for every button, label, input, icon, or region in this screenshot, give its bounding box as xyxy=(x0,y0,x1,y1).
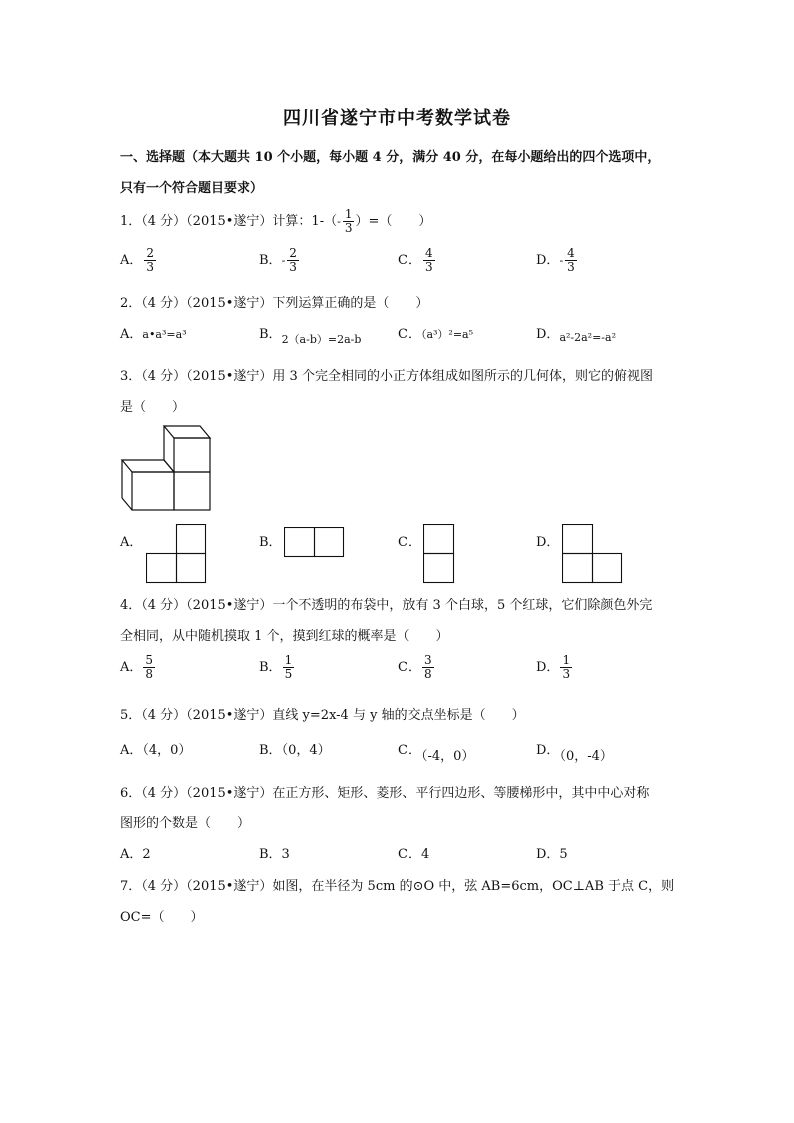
option-fraction xyxy=(423,247,435,274)
q2-option-c[interactable] xyxy=(398,323,473,342)
frac-num: 2 xyxy=(146,246,155,260)
option-fraction xyxy=(143,654,155,681)
q1-frac-num: 1 xyxy=(344,207,353,221)
option-fraction xyxy=(287,247,299,274)
q2-option-a[interactable] xyxy=(120,323,187,342)
q1-option-a[interactable] xyxy=(120,247,157,274)
option-text: （4，0） xyxy=(142,743,192,758)
frac-num: 5 xyxy=(145,653,154,667)
option-text: a²-2a²=-a² xyxy=(559,331,616,344)
option-label: C． xyxy=(398,253,421,268)
frac-den: 8 xyxy=(145,667,154,681)
option-fraction xyxy=(422,654,434,681)
q3-option-a-label[interactable]: A． xyxy=(120,535,143,550)
question-7-stem-line2: OC=（ ） xyxy=(120,910,204,925)
q3-option-b-label[interactable]: B． xyxy=(259,535,282,550)
q3-option-b-figure xyxy=(284,527,346,559)
question-4-stem-line2: 全相同，从中随机摸取 1 个，摸到红球的概率是（ ） xyxy=(120,629,449,644)
q4-option-d[interactable] xyxy=(536,654,573,681)
question-3-stem-line1: 3．（4 分）（2015•遂宁）用 3 个完全相同的小正方体组成如图所示的几何体，则它的俯视图 xyxy=(120,369,653,384)
option-text: （0，4） xyxy=(281,743,331,758)
option-label: D． xyxy=(536,743,560,758)
q3-cube-figure xyxy=(118,424,214,514)
question-3-stem-line2: 是（ ） xyxy=(120,400,186,415)
option-label: B． xyxy=(259,743,282,758)
question-1-stem xyxy=(120,208,431,235)
q6-option-a[interactable]: A．2 xyxy=(120,847,151,862)
option-text: 2（a-b）=2a-b xyxy=(281,333,362,346)
q1-stem-fraction xyxy=(343,208,355,235)
q6-option-b[interactable]: B．3 xyxy=(259,847,290,862)
option-fraction xyxy=(565,247,577,274)
option-label: D． xyxy=(536,327,560,342)
option-label: D． xyxy=(536,660,560,675)
q5-option-b[interactable] xyxy=(259,739,331,758)
q1-stem-neg: - xyxy=(337,215,341,228)
option-text: （0，-4） xyxy=(559,749,613,764)
q2-option-d[interactable] xyxy=(536,323,616,342)
section-header-line2: 只有一个符合题目要求） xyxy=(120,181,264,196)
q4-option-b[interactable] xyxy=(259,654,295,681)
q1-option-b[interactable] xyxy=(259,247,300,274)
question-2-stem: 2．（4 分）（2015•遂宁）下列运算正确的是（ ） xyxy=(120,296,429,311)
q5-option-c[interactable] xyxy=(398,739,475,764)
q6-option-d[interactable]: D．5 xyxy=(536,847,568,862)
q1-option-c[interactable] xyxy=(398,247,436,274)
option-sign: - xyxy=(281,254,286,267)
option-text: （-4，0） xyxy=(420,749,475,764)
option-sign: - xyxy=(559,254,564,267)
option-label: C． xyxy=(398,327,421,342)
frac-num: 3 xyxy=(423,653,432,667)
option-text: （a³）²=a⁵ xyxy=(420,328,474,341)
option-label: D． xyxy=(536,253,560,268)
option-fraction xyxy=(283,654,295,681)
q1-frac-den: 3 xyxy=(344,221,353,235)
question-7-stem-line1: 7．（4 分）（2015•遂宁）如图，在半径为 5cm 的⊙O 中，弦 AB=6cm，OC⊥AB 于点 C，则 xyxy=(120,879,675,894)
option-label: A． xyxy=(120,327,143,342)
option-label: B． xyxy=(259,327,282,342)
frac-den: 3 xyxy=(567,260,575,274)
frac-num: 2 xyxy=(289,246,297,260)
option-label: A． xyxy=(120,743,143,758)
frac-den: 3 xyxy=(146,260,155,274)
frac-den: 3 xyxy=(289,260,297,274)
option-fraction xyxy=(560,654,572,681)
q5-option-a[interactable] xyxy=(120,739,191,758)
question-4-stem-line1: 4．（4 分）（2015•遂宁）一个不透明的布袋中，放有 3 个白球，5 个红球，它们除颜色外完 xyxy=(120,598,653,613)
option-label: B． xyxy=(259,660,282,675)
question-6-stem-line1: 6．（4 分）（2015•遂宁）在正方形、矩形、菱形、平行四边形、等腰梯形中，其中中心对称 xyxy=(120,786,650,801)
frac-den: 3 xyxy=(424,260,433,274)
q3-option-d-label[interactable]: D． xyxy=(536,535,560,550)
q5-option-d[interactable] xyxy=(536,739,613,764)
q6-option-c[interactable]: C．4 xyxy=(398,847,430,862)
frac-num: 1 xyxy=(284,653,293,667)
frac-num: 1 xyxy=(562,653,571,667)
frac-den: 3 xyxy=(562,667,571,681)
q4-option-a[interactable] xyxy=(120,654,156,681)
q3-option-c-label[interactable]: C． xyxy=(398,535,421,550)
q1-option-d[interactable] xyxy=(536,247,578,274)
frac-den: 8 xyxy=(423,667,432,681)
q2-option-b[interactable] xyxy=(259,323,362,346)
q1-stem-post: ）=（ ） xyxy=(355,214,432,229)
q3-option-a-figure xyxy=(146,524,208,584)
option-fraction xyxy=(144,247,156,274)
question-6-stem-line2: 图形的个数是（ ） xyxy=(120,816,251,831)
frac-num: 4 xyxy=(567,246,575,260)
frac-num: 4 xyxy=(424,246,433,260)
frac-den: 5 xyxy=(284,667,293,681)
option-label: C． xyxy=(398,743,421,758)
q3-option-c-figure xyxy=(423,524,455,584)
option-text: a•a³=a³ xyxy=(142,328,187,341)
option-label: A． xyxy=(120,253,143,268)
option-label: A． xyxy=(120,660,143,675)
option-label: B． xyxy=(259,253,282,268)
page-title: 四川省遂宁市中考数学试卷 xyxy=(283,108,511,129)
question-5-stem: 5．（4 分）（2015•遂宁）直线 y=2x-4 与 y 轴的交点坐标是（ ） xyxy=(120,708,525,723)
option-label: C． xyxy=(398,660,421,675)
section-header-line1: 一、选择题（本大题共 10 个小题，每小题 4 分，满分 40 分，在每小题给出的四个选项中， xyxy=(120,150,661,165)
q3-option-d-figure xyxy=(562,524,624,584)
q4-option-c[interactable] xyxy=(398,654,435,681)
q1-stem-pre: 1．（4 分）（2015•遂宁）计算：1-（ xyxy=(120,214,338,229)
